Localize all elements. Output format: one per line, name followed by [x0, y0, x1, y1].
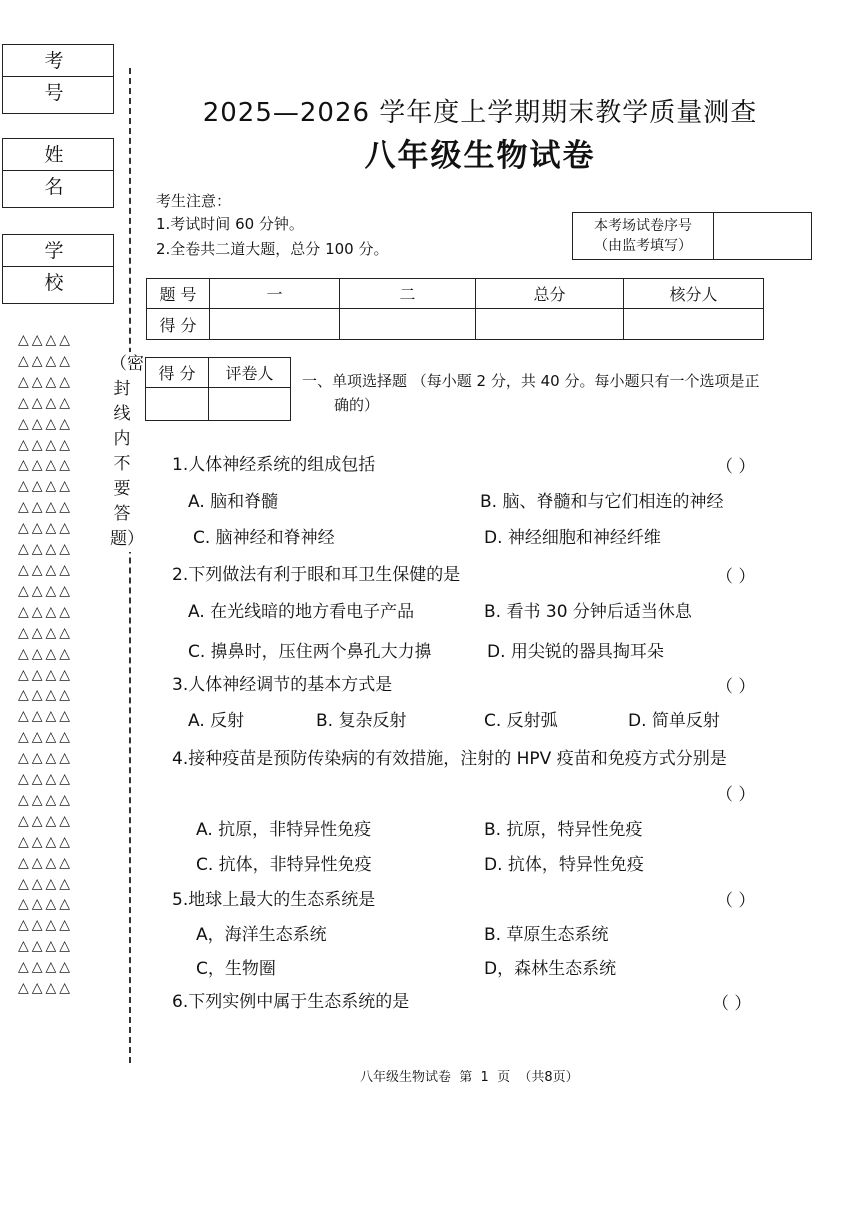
question-3-option-a[interactable]: A. 反射 — [188, 711, 245, 731]
question-5-answer-blank[interactable]: （ ） — [716, 891, 756, 911]
question-1-option-b[interactable]: B. 脑、脊髓和与它们相连的神经 — [480, 492, 724, 512]
question-2-option-b[interactable]: B. 看书 30 分钟后适当休息 — [484, 602, 692, 622]
triangle-row: △△△△ — [18, 603, 74, 620]
question-3-option-d[interactable]: D. 简单反射 — [628, 711, 720, 731]
score-table-header-label: 题 号 — [147, 279, 210, 309]
grader-score-label: 得 分 — [146, 358, 209, 388]
triangle-row: △△△△ — [18, 645, 74, 662]
question-1-option-a[interactable]: A. 脑和脊髓 — [188, 492, 279, 512]
triangle-row: △△△△ — [18, 791, 74, 808]
school-box — [2, 234, 114, 304]
seal-notice: （密封线内不要答题） — [110, 352, 134, 552]
notice-item-2: 2.全卷共二道大题，总分 100 分。 — [156, 240, 389, 258]
triangle-row: △△△△ — [18, 854, 74, 871]
question-4-option-d[interactable]: D. 抗体，特异性免疫 — [484, 855, 644, 875]
question-5-option-d[interactable]: D，森林生态系统 — [484, 959, 617, 979]
triangle-row: △△△△ — [18, 624, 74, 641]
question-4-option-a[interactable]: A. 抗原，非特异性免疫 — [196, 820, 372, 840]
seal-dashed-line — [129, 68, 131, 1063]
page-footer: 八年级生物试卷 第 1 页 （共8页） — [360, 1070, 579, 1085]
triangle-row: △△△△ — [18, 687, 74, 704]
triangle-row: △△△△ — [18, 812, 74, 829]
question-4-stem: 4.接种疫苗是预防传染病的有效措施，注射的 HPV 疫苗和免疫方式分别是 — [172, 749, 727, 769]
question-3-answer-blank[interactable]: （ ） — [716, 677, 756, 697]
question-3-stem: 3.人体神经调节的基本方式是 — [172, 675, 393, 695]
triangle-row: △△△△ — [18, 394, 74, 411]
triangle-row: △△△△ — [18, 959, 74, 976]
notice-heading: 考生注意： — [156, 192, 232, 210]
question-4-option-b[interactable]: B. 抗原，特异性免疫 — [484, 820, 643, 840]
question-1-option-d[interactable]: D. 神经细胞和神经纤维 — [484, 528, 661, 548]
triangle-row: △△△△ — [18, 457, 74, 474]
name-box — [2, 138, 114, 208]
question-5-option-a[interactable]: A，海洋生态系统 — [196, 925, 327, 945]
triangle-row: △△△△ — [18, 666, 74, 683]
question-1-option-c[interactable]: C. 脑神经和脊神经 — [193, 528, 335, 548]
grader-box — [145, 357, 291, 421]
score-table-header-total: 总分 — [476, 279, 624, 309]
exam-subject-title: 八年级生物试卷 — [364, 138, 596, 174]
triangle-row: △△△△ — [18, 436, 74, 453]
section-heading-cont: 确的） — [334, 396, 380, 414]
question-1-stem: 1.人体神经系统的组成包括 — [172, 455, 376, 475]
question-5-option-b[interactable]: B. 草原生态系统 — [484, 925, 609, 945]
name-label: 姓名 — [3, 139, 113, 171]
triangle-row: △△△△ — [18, 332, 74, 348]
score-cell-total[interactable] — [476, 309, 624, 340]
triangle-row: △△△△ — [18, 520, 74, 537]
triangle-row: △△△△ — [18, 352, 74, 369]
question-5-option-c[interactable]: C，生物圈 — [196, 959, 276, 979]
question-3-option-c[interactable]: C. 反射弧 — [484, 711, 558, 731]
triangle-row: △△△△ — [18, 541, 74, 558]
question-6-answer-blank[interactable]: （ ） — [712, 994, 752, 1014]
triangle-row: △△△△ — [18, 896, 74, 913]
triangle-row: △△△△ — [18, 875, 74, 892]
seat-number-label: 本考场试卷序号 — [594, 218, 692, 234]
question-2-option-c[interactable]: C. 擤鼻时，压住两个鼻孔大力擤 — [188, 642, 432, 662]
seat-number-note: （由监考填写） — [594, 238, 692, 254]
triangle-row: △△△△ — [18, 499, 74, 516]
triangle-row: △△△△ — [18, 478, 74, 495]
grader-score-cell[interactable] — [146, 388, 209, 421]
triangle-row: △△△△ — [18, 771, 74, 788]
triangle-row: △△△△ — [18, 561, 74, 578]
exam-number-label: 考号 — [3, 45, 113, 77]
question-6-stem: 6.下列实例中属于生态系统的是 — [172, 992, 410, 1012]
question-2-stem: 2.下列做法有利于眼和耳卫生保健的是 — [172, 565, 461, 585]
score-table-row-label: 得 分 — [147, 309, 210, 340]
question-5-stem: 5.地球上最大的生态系统是 — [172, 890, 376, 910]
triangle-row: △△△△ — [18, 729, 74, 746]
score-cell-part2[interactable] — [340, 309, 476, 340]
score-cell-checker[interactable] — [624, 309, 764, 340]
triangle-row: △△△△ — [18, 980, 74, 997]
question-2-option-d[interactable]: D. 用尖锐的器具掏耳朵 — [487, 642, 664, 662]
question-1-answer-blank[interactable]: （ ） — [716, 457, 756, 477]
exam-title: 2025—2026 学年度上学期期末教学质量测查 — [202, 98, 758, 128]
score-table — [146, 278, 764, 340]
exam-number-box — [2, 44, 114, 114]
triangle-row: △△△△ — [18, 938, 74, 955]
triangle-row: △△△△ — [18, 582, 74, 599]
triangle-row: △△△△ — [18, 917, 74, 934]
notice-item-1: 1.考试时间 60 分钟。 — [156, 215, 304, 233]
triangle-column — [18, 330, 113, 999]
question-3-option-b[interactable]: B. 复杂反射 — [316, 711, 407, 731]
score-table-header-part2: 二 — [340, 279, 476, 309]
triangle-row: △△△△ — [18, 833, 74, 850]
seat-number-field[interactable] — [714, 213, 812, 260]
question-4-answer-blank[interactable]: （ ） — [716, 785, 756, 805]
score-table-header-checker: 核分人 — [624, 279, 764, 309]
score-table-header-part1: 一 — [210, 279, 340, 309]
question-2-option-a[interactable]: A. 在光线暗的地方看电子产品 — [188, 602, 415, 622]
triangle-row: △△△△ — [18, 373, 74, 390]
triangle-row: △△△△ — [18, 708, 74, 725]
seat-number-box — [572, 212, 812, 260]
triangle-row: △△△△ — [18, 750, 74, 767]
score-cell-part1[interactable] — [210, 309, 340, 340]
triangle-row: △△△△ — [18, 415, 74, 432]
grader-name-cell[interactable] — [209, 388, 291, 421]
question-2-answer-blank[interactable]: （ ） — [716, 567, 756, 587]
school-label: 学校 — [3, 235, 113, 267]
section-heading: 一、单项选择题 （每小题 2 分，共 40 分。每小题只有一个选项是正 — [302, 372, 760, 390]
grader-label: 评卷人 — [209, 358, 291, 388]
question-4-option-c[interactable]: C. 抗体，非特异性免疫 — [196, 855, 372, 875]
